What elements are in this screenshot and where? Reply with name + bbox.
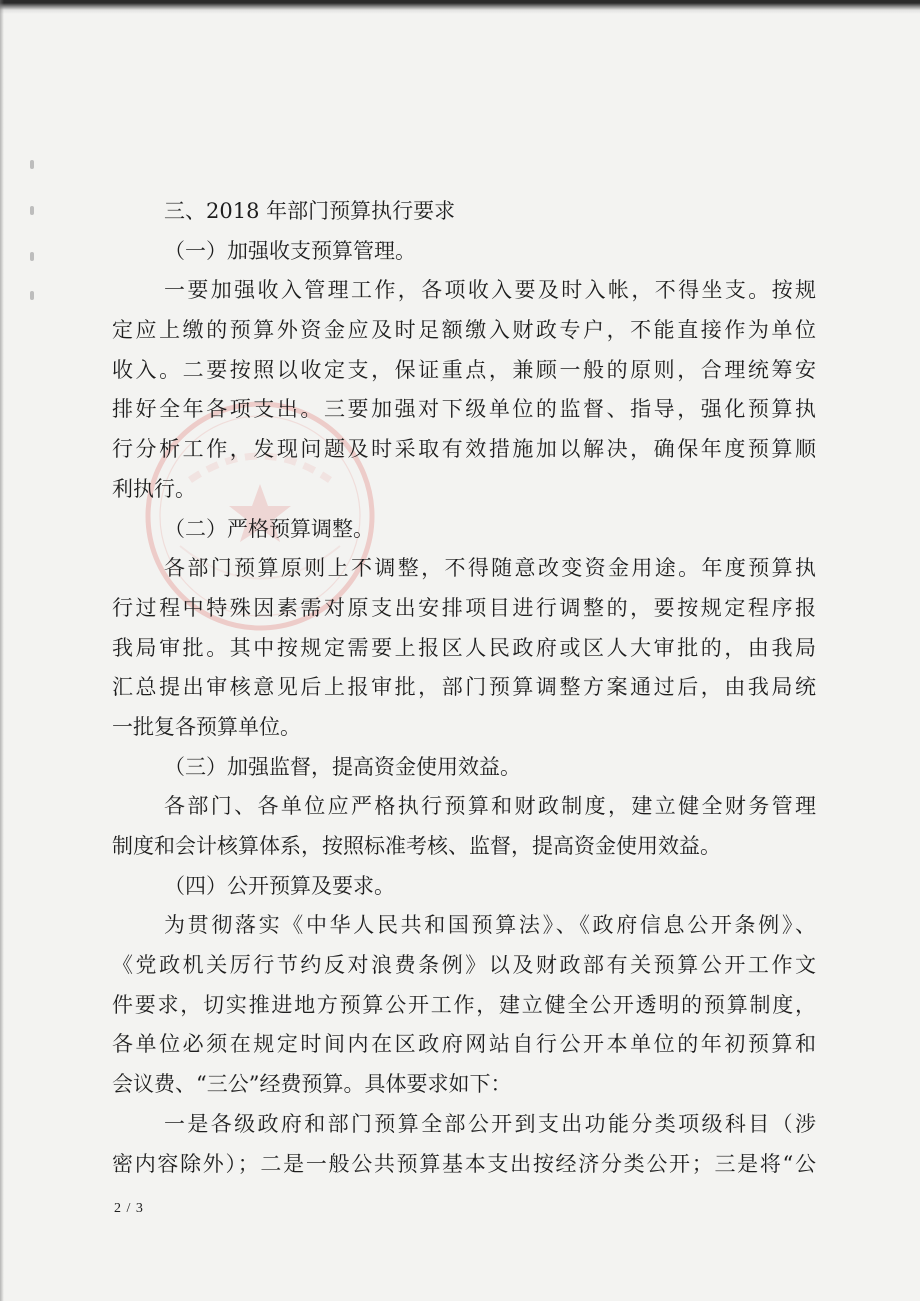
- document-body: [112, 192, 816, 1184]
- binding-punch-marks: [30, 160, 38, 300]
- paragraph-line: 会议费、“三公”经费预算。具体要求如下：: [112, 1072, 512, 1097]
- subheading-4: （四）公开预算及要求。: [164, 873, 395, 898]
- paragraph-line: 排好全年各项支出。三要加强对下级单位的监督、指导，强化预算执: [112, 397, 816, 422]
- paragraph-line: 密内容除外）；二是一般公共预算基本支出按经济分类公开；三是将“公: [112, 1151, 816, 1176]
- subheading-3: （三）加强监督，提高资金使用效益。: [164, 754, 521, 779]
- scan-top-edge: [0, 0, 920, 14]
- paragraph-line: 件要求，切实推进地方预算公开工作，建立健全公开透明的预算制度，: [112, 992, 816, 1017]
- paragraph-line: 制度和会计核算体系，按照标准考核、监督，提高资金使用效益。: [112, 834, 721, 858]
- paragraph-line: 行分析工作，发现问题及时采取有效措施加以解决，确保年度预算顺: [112, 437, 816, 462]
- paragraph-line: 收入。二要按照以收定支，保证重点，兼顾一般的原则，合理统筹安: [112, 357, 816, 382]
- paragraph-line: 行过程中特殊因素需对原支出安排项目进行调整的，要按规定程序报: [112, 595, 816, 620]
- paragraph-line: 一批复各预算单位。: [112, 714, 301, 739]
- paragraph-line: 我局审批。其中按规定需要上报区人民政府或区人大审批的，由我局: [112, 635, 816, 660]
- subheading-1: （一）加强收支预算管理。: [164, 238, 416, 263]
- paragraph-line: 一要加强收入管理工作，各项收入要及时入帐，不得坐支。按规: [164, 278, 816, 303]
- subheading-2: （二）严格预算调整。: [164, 516, 374, 541]
- section-heading: 三、2018 年部门预算执行要求: [164, 199, 456, 223]
- paragraph-line: 各部门、各单位应严格执行预算和财政制度，建立健全财务管理: [164, 794, 816, 819]
- paragraph-line: 汇总提出审核意见后上报审批，部门预算调整方案通过后，由我局统: [112, 675, 816, 700]
- paragraph-line: 各部门预算原则上不调整，不得随意改变资金用途。年度预算执: [164, 556, 816, 581]
- paragraph-line: 各单位必须在规定时间内在区政府网站自行公开本单位的年初预算和: [112, 1032, 816, 1057]
- paragraph-line: 《党政机关厉行节约反对浪费条例》以及财政部有关预算公开工作文: [112, 953, 816, 978]
- paragraph-line: 利执行。: [112, 476, 196, 501]
- paragraph-line: 定应上缴的预算外资金应及时足额缴入财政专户，不能直接作为单位: [112, 318, 816, 343]
- page-number: 2 / 3: [114, 1201, 144, 1216]
- scan-left-edge: [0, 0, 4, 1301]
- paragraph-line: 为贯彻落实《中华人民共和国预算法》、《政府信息公开条例》、: [164, 913, 816, 938]
- paragraph-line: 一是各级政府和部门预算全部公开到支出功能分类项级科目（涉: [164, 1111, 816, 1136]
